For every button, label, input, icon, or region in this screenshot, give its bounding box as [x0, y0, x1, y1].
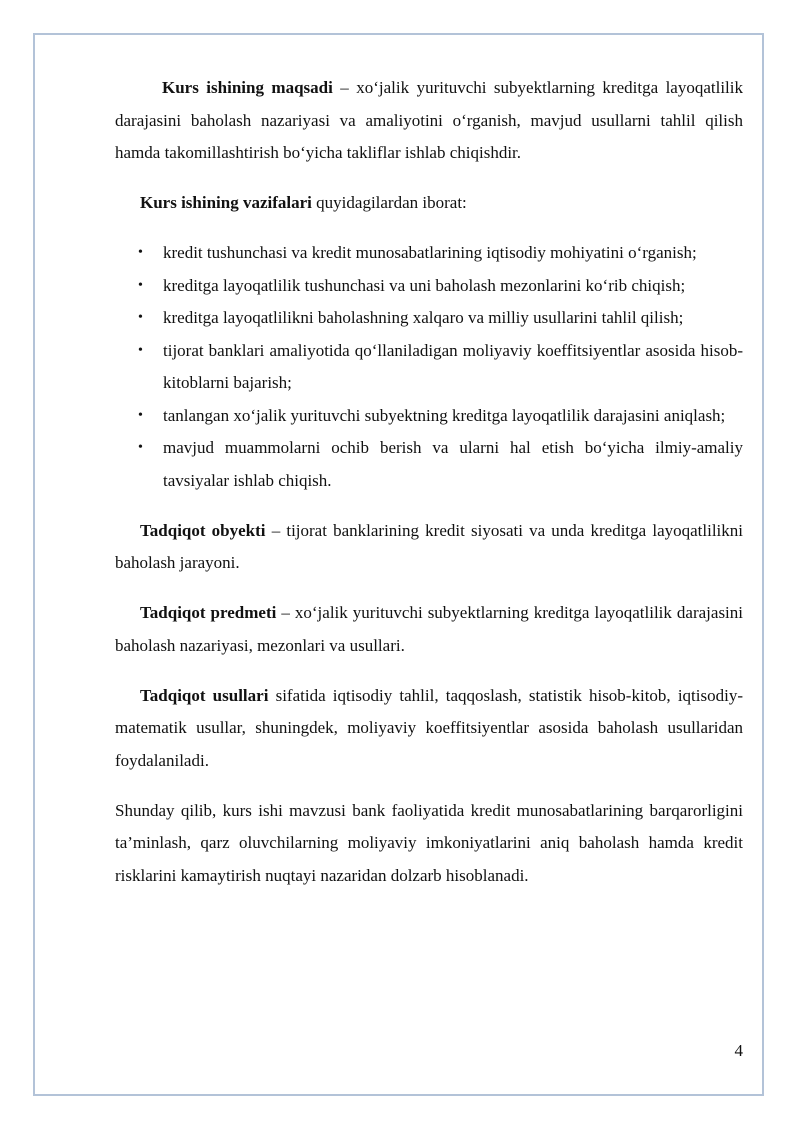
bullet-icon: • — [138, 310, 143, 325]
text-goal: – xo‘jalik yurituvchi subyektlarning kreditga layoqatlilik darajasini baholash nazariyasi va amaliyotini o‘rganish, mavjud usullarni tahlil qilish hamda takomillashtirish bo‘yicha takliflar ishlab chiqishdir. — [115, 78, 743, 162]
list-item: • mavjud muammolarni ochib berish va ularni hal etish bo‘yicha ilmiy-amaliy tavsiyalar ishlab chiqish. — [115, 432, 743, 497]
text-object: – tijorat banklarining kredit siyosati va unda kreditga layoqatlilikni baholash jarayoni. — [115, 520, 743, 572]
list-item: • tijorat banklari amaliyotida qo‘llaniladigan moliyaviy koeffitsiyentlar asosida hisob-kitoblarni bajarish; — [115, 335, 743, 400]
term-subject: Tadqiqot predmeti — [140, 603, 277, 622]
task-list — [115, 237, 743, 497]
list-item: • kreditga layoqatlilikni baholashning xalqaro va milliy usullarini tahlil qilish; — [115, 302, 743, 335]
paragraph-subject — [115, 597, 743, 662]
paragraph-conclusion: Shunday qilib, kurs ishi mavzusi bank faoliyatida kredit munosabatlarining barqarorligini ta’minlash, qarz oluvchilarning moliyaviy imkoniyatlarini aniq baholash hamda kredit risklarini kamaytirish nuqtayi nazaridan dolzarb hisoblanadi. — [115, 800, 743, 885]
bullet-icon: • — [138, 440, 143, 455]
term-object: Tadqiqot obyekti — [140, 520, 266, 540]
paragraph-methods — [115, 680, 743, 778]
paragraph-object — [115, 515, 743, 580]
bullet-icon: • — [138, 277, 143, 293]
list-item: • kredit tushunchasi va kredit munosabatlarining iqtisodiy mohiyatini o‘rganish; — [115, 237, 743, 270]
bullet-icon: • — [138, 245, 143, 260]
paragraph-tasks-intro — [115, 187, 743, 220]
bullet-icon: • — [138, 342, 143, 358]
text-methods: sifatida iqtisodiy tahlil, taqqoslash, statistik hisob-kitob, iqtisodiy-matematik usullar, shuningdek, moliyaviy koeffitsiyentlar asosida baholash usullaridan foydalaniladi. — [115, 685, 743, 770]
term-goal: Kurs ishining maqsadi — [162, 78, 333, 97]
term-tasks: Kurs ishining vazifalari — [140, 193, 312, 212]
document-body — [115, 72, 743, 892]
list-item: • tanlangan xo‘jalik yurituvchi subyektning kreditga layoqatlilik darajasini aniqlash; — [115, 400, 743, 433]
bullet-icon: • — [138, 407, 143, 423]
term-methods: Tadqiqot usullari — [140, 685, 269, 705]
page-number: 4 — [734, 1041, 743, 1060]
paragraph-goal — [115, 72, 743, 170]
text-tasks: quyidagilardan iborat: — [311, 193, 467, 212]
text-subject: – xo‘jalik yurituvchi subyektlarning kreditga layoqatlilik darajasini baholash nazariyasi, mezonlari va usullari. — [115, 603, 744, 655]
list-item: • kreditga layoqatlilik tushunchasi va uni baholash mezonlarini ko‘rib chiqish; — [115, 270, 743, 303]
